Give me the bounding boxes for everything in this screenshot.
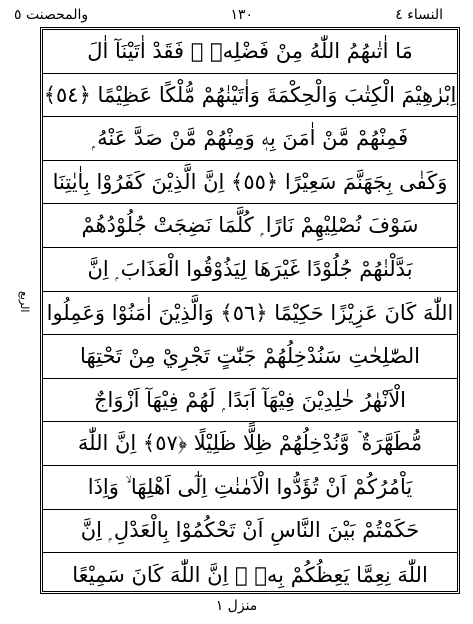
text-line-8: الصّٰلِحٰتِ سَنُدْخِلُهُمْ جَنّٰتٍ تَجْرِيْ مِنْ تَحْتِهَا: [43, 335, 457, 379]
text-line-2: اِبْرٰهِيْمَ الْكِتٰبَ وَالْحِكْمَةَ وَاٰتَيْنٰهُمْ مُّلْكًا عَظِيْمًا ﴿٥٤﴾: [43, 74, 457, 118]
text-line-7: اللّٰهَ كَانَ عَزِيْزًا حَكِيْمًا ﴿٥٦﴾ وَالَّذِيْنَ اٰمَنُوْا وَعَمِلُوا: [43, 292, 457, 336]
text-line-4: وَكَفٰى بِجَهَنَّمَ سَعِيْرًا ﴿٥٥﴾ اِنَّ الَّذِيْنَ كَفَرُوْا بِاٰيٰتِنَا: [43, 161, 457, 205]
text-line-6: بَدَّلْنٰهُمْ جُلُوْدًا غَيْرَهَا لِيَذُوْقُوا الْعَذَابَ ۭ اِنَّ: [43, 248, 457, 292]
text-line-12: حَكَمْتُمْ بَيْنَ النَّاسِ اَنْ تَحْكُمُوْا بِالْعَدْلِ ۭ اِنَّ: [43, 510, 457, 554]
page-number: ١٣٠: [230, 7, 253, 23]
page-header: [14, 4, 443, 26]
page-footer: منزل ١: [215, 598, 258, 614]
margin-marker: الربع: [18, 291, 31, 313]
text-line-11: يَاْمُرُكُمْ اَنْ تُؤَدُّوا الْاَمٰنٰتِ اِلٰٓى اَهْلِهَا ۙ وَاِذَا: [43, 466, 457, 510]
text-line-3: فَمِنْهُمْ مَّنْ اٰمَنَ بِهٖ وَمِنْهُمْ مَّنْ صَدَّ عَنْهُ ۭ: [43, 117, 457, 161]
text-line-1: مَا اٰتٰىهُمُ اللّٰهُ مِنْ فَضْلِهٖ ۚ فَقَدْ اٰتَيْنَآ اٰلَ: [43, 30, 457, 74]
text-frame: [40, 27, 460, 594]
text-line-9: الْاَنْهٰرُ خٰلِدِيْنَ فِيْهَآ اَبَدًا ۭ لَهُمْ فِيْهَآ اَزْوَاجٌ: [43, 379, 457, 423]
text-line-13: اللّٰهَ نِعِمَّا يَعِظُكُمْ بِهٖ ۭ اِنَّ اللّٰهَ كَانَ سَمِيْعًا: [72, 562, 428, 587]
text-line-10: مُّطَهَّرَةٌ ۡ وَّنُدْخِلُهُمْ ظِلًّا ظَلِيْلًا ﴿٥٧﴾ اِنَّ اللّٰهَ: [43, 422, 457, 466]
text-line-5: سَوْفَ نُصْلِيْهِمْ نَارًا ۭ كُلَّمَا نَضِجَتْ جُلُوْدُهُمْ: [43, 204, 457, 248]
juz-name: والمحصنت ٥: [14, 7, 89, 23]
surah-name: النساء ٤: [395, 7, 443, 23]
